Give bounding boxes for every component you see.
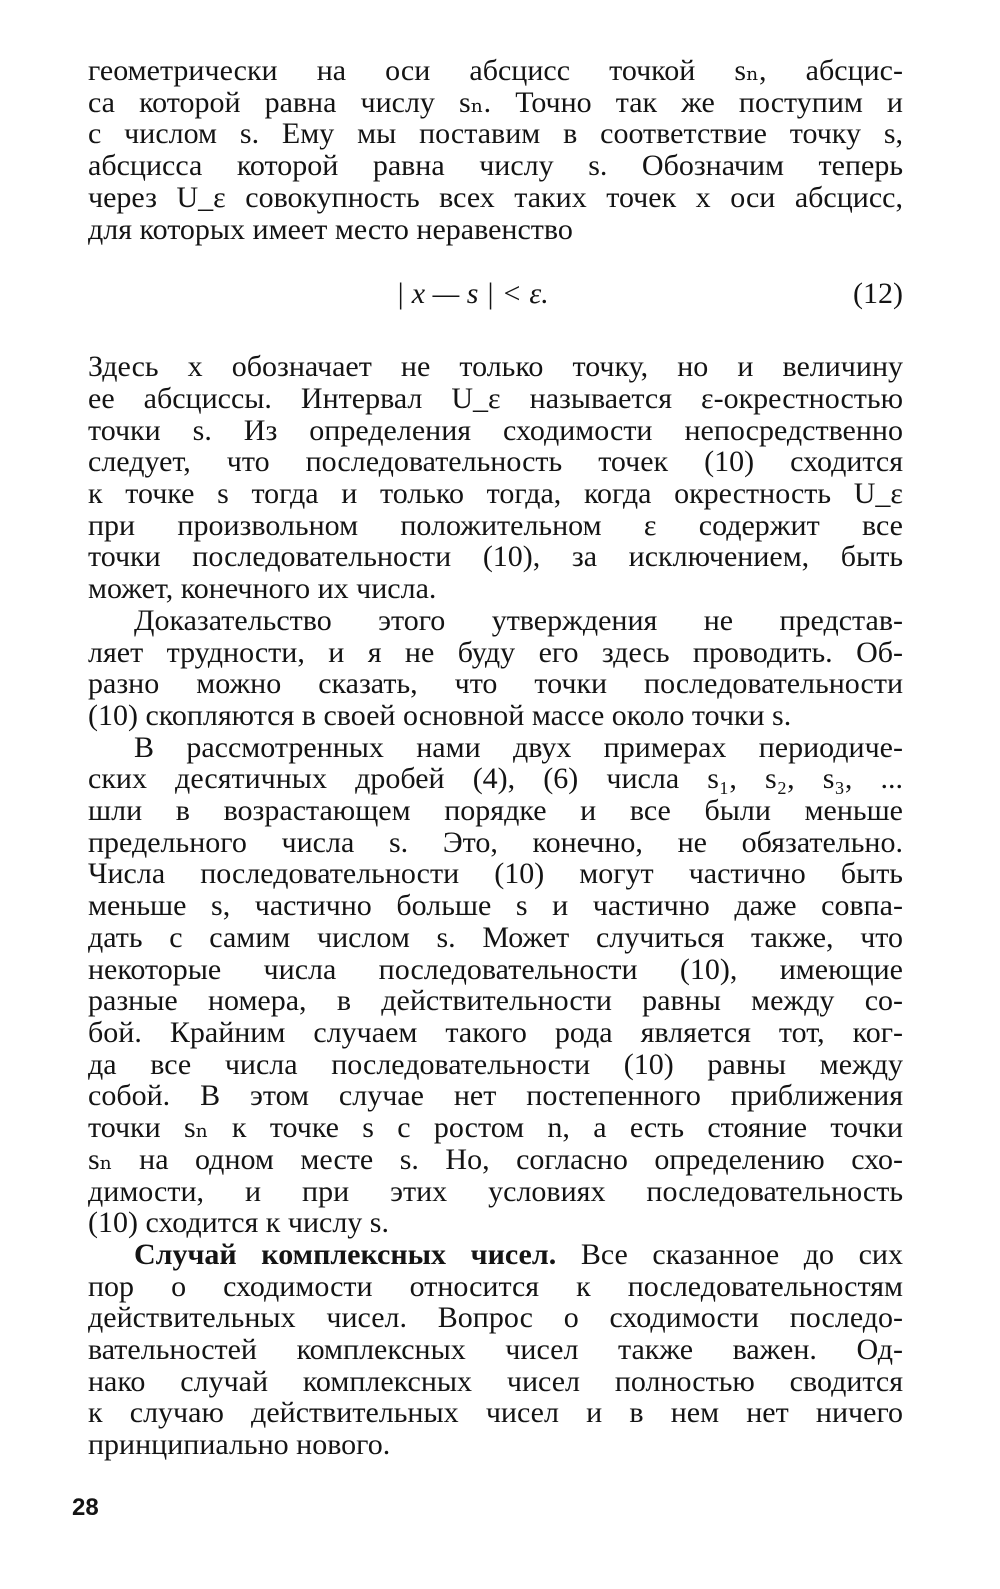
paragraph-5 — [88, 1239, 903, 1461]
text-line: нако случай комплексных чисел полностью сводится — [88, 1364, 903, 1398]
text-line: Числа последовательности (10) могут частично быть — [88, 857, 903, 891]
text-line: В рассмотренных нами двух примерах периодиче- — [134, 730, 903, 764]
paragraph-3 — [88, 605, 903, 732]
text-line: через U_ε совокупность всех таких точек x оси абсцисс, — [88, 180, 903, 214]
text-line: разные номера, в действительности равны между со- — [88, 984, 903, 1018]
text-line: вательностей комплексных чисел также важен. Од- — [88, 1333, 903, 1367]
section-heading: Случай комплексных чисел. — [134, 1237, 557, 1271]
text-line: бой. Крайним случаем такого рода является тот, ког- — [88, 1015, 903, 1049]
text-line: абсцисса которой равна числу s. Обозначим теперь — [88, 149, 903, 183]
text-line: шли в возрастающем порядке и все были меньше — [88, 794, 903, 828]
text-line: (10) скопляются в своей основной массе около точки s. — [88, 698, 792, 732]
formula: | x — s | < ε. — [396, 277, 549, 311]
formula-row — [88, 265, 903, 329]
text-line: для которых имеет место неравенство — [88, 212, 573, 246]
page-body — [88, 55, 903, 1461]
text-line: sₙ на одном месте s. Но, согласно определению схо- — [88, 1142, 903, 1176]
text-line: дать с самим числом s. Может случиться также, что — [88, 920, 903, 954]
paragraph-1 — [88, 55, 903, 245]
text-line: (10) сходится к числу s. — [88, 1206, 389, 1240]
text-line: да все числа последовательности (10) равны между — [88, 1047, 903, 1081]
text-line: к случаю действительных чисел и в нем нет ничего — [88, 1396, 903, 1430]
text-line: димости, и при этих условиях последовательность — [88, 1174, 903, 1208]
text-line: некоторые числа последовательности (10), имеющие — [88, 952, 903, 986]
paragraph-4 — [88, 732, 903, 1239]
text-line: ее абсциссы. Интервал U_ε называется ε-окрестностью — [88, 381, 903, 415]
text-line: собой. В этом случае нет постепенного приближения — [88, 1079, 903, 1113]
text-line: геометрически на оси абсцисс точкой sₙ, абсцис- — [88, 54, 903, 87]
text-line: может, конечного их числа. — [88, 572, 437, 606]
formula-number: (12) — [853, 277, 903, 311]
text-line: при произвольном положительном ε содержит все — [88, 508, 903, 542]
text-line: разно можно сказать, что точки последовательности — [88, 667, 903, 701]
text-line: меньше s, частично больше s и частично даже совпа- — [88, 889, 903, 923]
page-number: 28 — [72, 1494, 99, 1521]
text-line: Здесь x обозначает не только точку, но и величину — [88, 350, 903, 384]
text-line: предельного числа s. Это, конечно, не обязательно. — [88, 825, 903, 859]
text-line — [88, 1239, 903, 1271]
text-line: Доказательство этого утверждения не представ- — [134, 603, 903, 637]
paragraph-2 — [88, 351, 903, 605]
text-line: с числом s. Ему мы поставим в соответствие точку s, — [88, 117, 903, 151]
text-line: ляет трудности, и я не буду его здесь проводить. Об- — [88, 635, 903, 669]
text-line: ских десятичных дробей (4), (6) числа s₁, s₂, s₃, ... — [88, 762, 903, 796]
text-line: пор о сходимости относится к последовательностям — [88, 1269, 903, 1303]
text-line: действительных чисел. Вопрос о сходимости последо- — [88, 1301, 903, 1335]
text-line: точки последовательности (10), за исключением, быть — [88, 540, 903, 574]
text-line: са которой равна числу sₙ. Точно так же поступим и — [88, 85, 903, 119]
text-line: принципиально нового. — [88, 1428, 391, 1462]
text-line: точки sₙ к точке s с ростом n, а есть стояние точки — [88, 1111, 903, 1145]
text-line: к точке s тогда и только тогда, когда окрестность U_ε — [88, 477, 903, 511]
text-span: Все сказанное до сих — [580, 1237, 903, 1271]
text-line: следует, что последовательность точек (10) сходится — [88, 445, 903, 479]
text-line: точки s. Из определения сходимости непосредственно — [88, 413, 903, 447]
